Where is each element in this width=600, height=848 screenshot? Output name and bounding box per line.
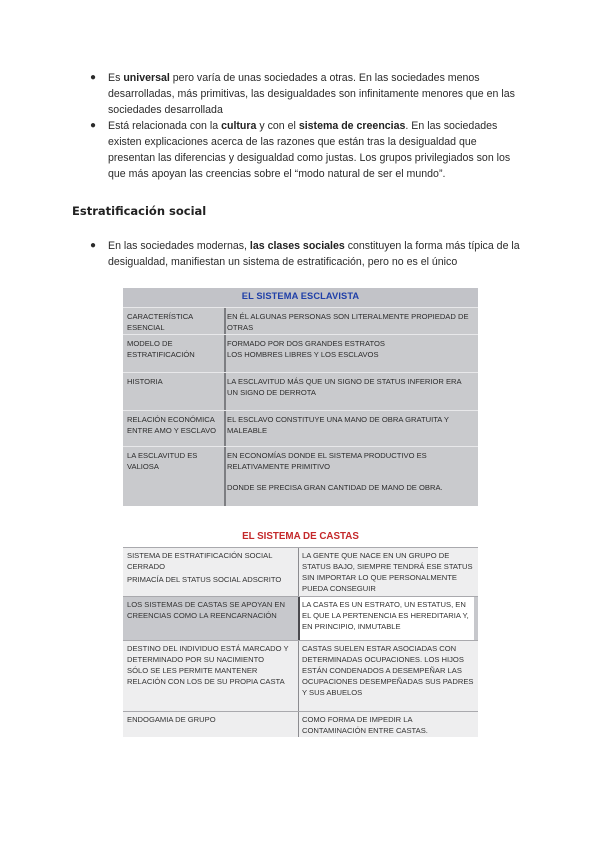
row-label: RELACIÓN ECONÓMICA ENTRE AMO Y ESCLAVO [127,415,217,435]
body-text: . En las sociedades existen explicaciones acerca de las razones que están tras la desigualdad que presentan las diferencias y desigualdad como justas. Los grupos privilegiados son los que más apoyan las creencias sobre el “modo natural de ser el mundo”. [108,120,511,180]
emphasis-text: universal [123,72,170,84]
body-text: y con el [256,120,299,132]
table-row [123,446,478,507]
cell-line: SÓLO SE LES PERMITE MANTENER RELACIÓN CON LOS DE SU PROPIA CASTA [127,666,285,686]
row-left [127,550,295,585]
bullet-list-bottom [90,238,522,270]
value-line: DONDE SE PRECISA GRAN CANTIDAD DE MANO DE OBRA. [227,483,443,492]
list-item [90,70,522,118]
row-left: LOS SISTEMAS DE CASTAS SE APOYAN EN CREENCIAS COMO LA REENCARNACIÓN [127,600,285,620]
body-text: constituyen la forma más típica de la desigualdad, manifiestan un sistema de estratificación, pero no es el único [108,240,520,268]
value-line: EN ECONOMÍAS DONDE EL SISTEMA PRODUCTIVO ES RELATIVAMENTE PRIMITIVO [227,451,427,471]
bullet-icon: ● [90,72,97,83]
table-row [123,711,478,738]
table-esclavista-title: EL SISTEMA ESCLAVISTA [123,288,478,307]
value-line: FORMADO POR DOS GRANDES ESTRATOS [227,339,385,348]
section-title: Estratificación social [72,204,207,218]
emphasis-text: las clases sociales [249,240,345,252]
row-right: CASTAS SUELEN ESTAR ASOCIADAS CON DETERMINADAS OCUPACIONES. LOS HIJOS ESTÁN CONDENADOS A DESEMPEÑAR LAS OCUPACIONES DESEMPEÑADAS SUS PADRES Y SUS ABUELOS [302,644,474,697]
emphasis-text: sistema de creencias [298,120,406,132]
row-label: CARACTERÍSTICA ESENCIAL [127,312,193,332]
table-row [123,307,478,335]
row-left [127,643,295,687]
bullet-list-top [90,70,522,182]
table-esclavista [123,288,478,506]
table-castas [123,527,478,737]
list-item [90,118,522,182]
body-text: Es [108,72,124,84]
row-right: COMO FORMA DE IMPEDIR LA CONTAMINACIÓN ENTRE CASTAS. [302,715,428,735]
table-row [123,410,478,447]
cell-line: SISTEMA DE ESTRATIFICACIÓN SOCIAL CERRADO [127,551,273,571]
cell-line: PRIMACÍA DEL STATUS SOCIAL ADSCRITO [127,575,282,584]
cell-line: DESTINO DEL INDIVIDUO ESTÁ MARCADO Y DETERMINADO POR SU NACIMIENTO [127,644,289,664]
body-text: pero varía de unas sociedades a otras. En las sociedades menos desarrolladas, más primitivas, las desigualdades son infinitamente menores que en las sociedades desarrollada [108,72,515,116]
row-right: LA GENTE QUE NACE EN UN GRUPO DE STATUS BAJO, SIEMPRE TENDRÁ ESE STATUS SIN IMPORTAR LO QUE PERSONALMENTE PUEDA CONSEGUIR [302,551,473,593]
table-row [123,640,478,712]
list-item [90,238,522,270]
value-line: LOS HOMBRES LIBRES Y LOS ESCLAVOS [227,350,379,359]
row-label: LA ESCLAVITUD ES VALIOSA [127,451,198,471]
table-row [123,596,478,641]
emphasis-text: cultura [221,120,257,132]
bullet-icon: ● [90,120,97,131]
row-label: HISTORIA [127,377,163,386]
table-castas-title: EL SISTEMA DE CASTAS [123,527,478,547]
row-label: MODELO DE ESTRATIFICACIÓN [127,339,195,359]
row-value: LA ESCLAVITUD MÁS QUE UN SIGNO DE STATUS INFERIOR ERA UN SIGNO DE DERROTA [227,377,462,397]
body-text: En las sociedades modernas, [108,240,250,252]
row-value: EL ESCLAVO CONSTITUYE UNA MANO DE OBRA GRATUITA Y MALEABLE [227,415,449,435]
row-left: ENDOGAMIA DE GRUPO [127,715,216,724]
row-value [227,450,473,493]
row-right: LA CASTA ES UN ESTRATO, UN ESTATUS, EN EL QUE LA PERTENENCIA ES HEREDITARIA Y, EN PRINCIPIO, INMUTABLE [300,597,474,640]
row-value: EN ÉL ALGUNAS PERSONAS SON LITERALMENTE PROPIEDAD DE OTRAS [227,312,469,332]
row-value [227,338,473,360]
table-row [123,547,478,597]
table-row [123,334,478,373]
bullet-icon: ● [90,240,97,251]
table-row [123,372,478,411]
body-text: Está relacionada con la [108,120,222,132]
